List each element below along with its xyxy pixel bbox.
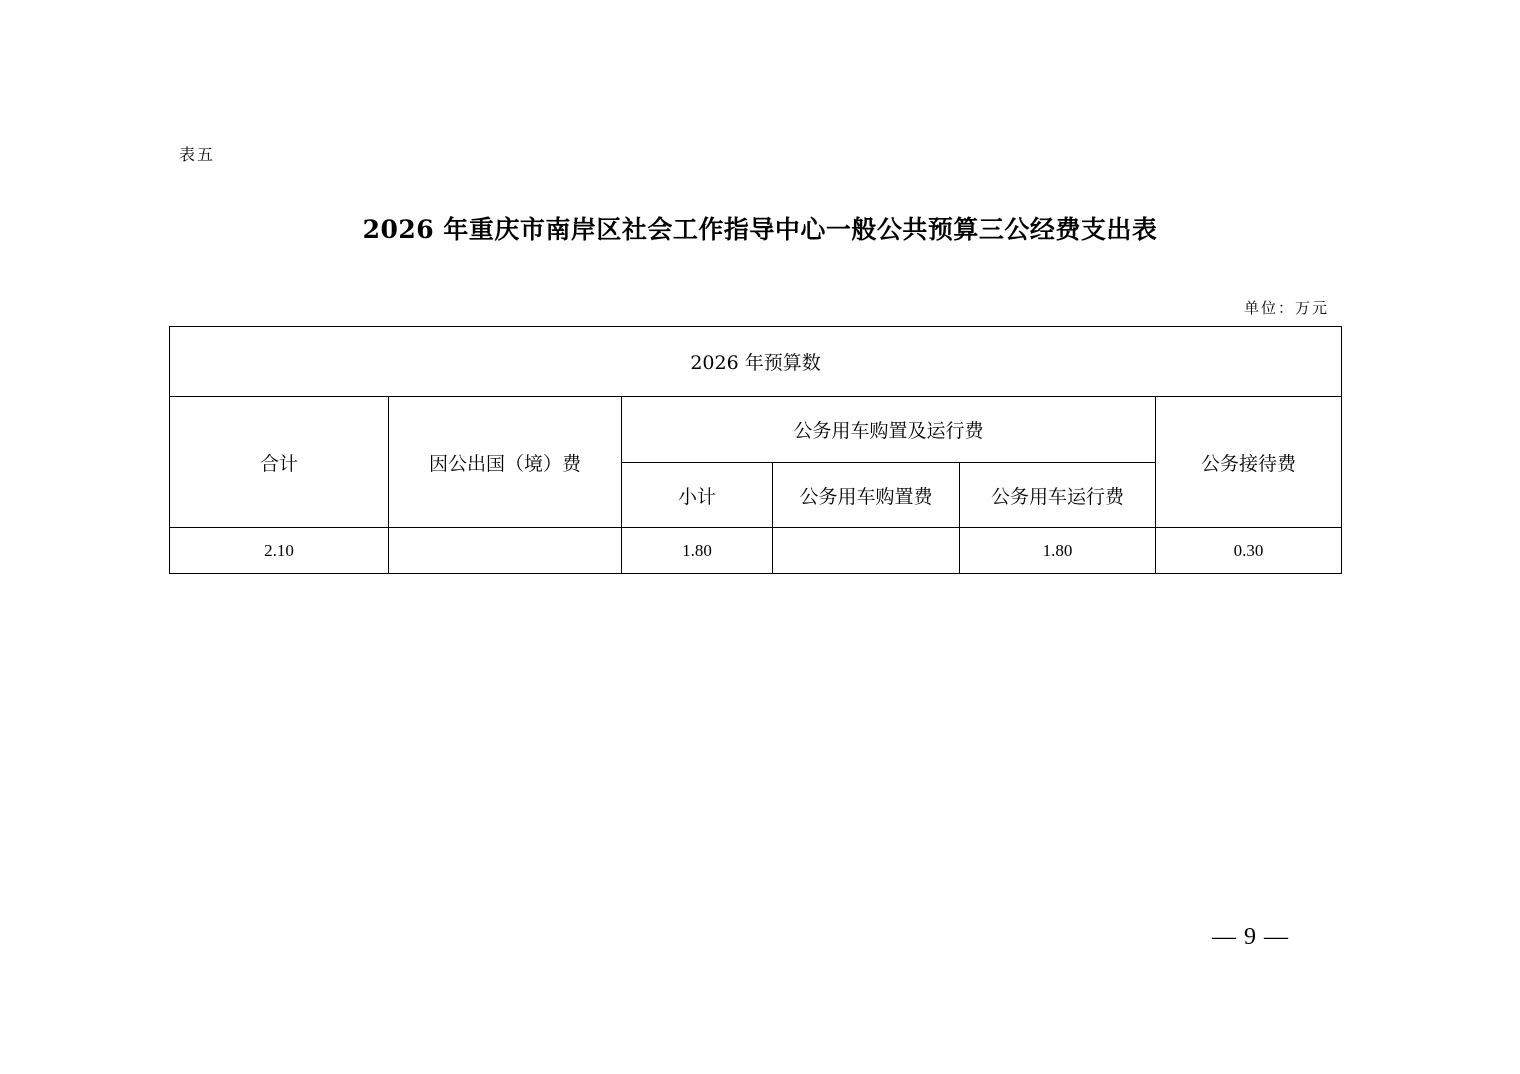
table-group-header-row <box>170 327 1342 397</box>
cell-vehicle-subtotal: 1.80 <box>622 528 773 574</box>
cell-overseas <box>389 528 622 574</box>
table-row <box>170 528 1342 574</box>
document-title: 2026 年重庆市南岸区社会工作指导中心一般公共预算三公经费支出表 <box>362 215 1158 244</box>
page-number: — 9 — <box>1212 924 1289 950</box>
cell-vehicle-purchase <box>773 528 960 574</box>
column-header-reception: 公务接待费 <box>1156 397 1342 528</box>
unit-label: 单位：万元 <box>1243 299 1329 317</box>
column-header-vehicle-operation: 公务用车运行费 <box>960 463 1156 528</box>
column-header-overseas: 因公出国（境）费 <box>389 397 622 528</box>
column-header-total: 合计 <box>170 397 389 528</box>
table-label: 表五 <box>179 145 216 164</box>
budget-table <box>169 326 1342 574</box>
cell-reception: 0.30 <box>1156 528 1342 574</box>
column-header-vehicle-subtotal: 小计 <box>622 463 773 528</box>
table-header-row <box>170 397 1342 463</box>
column-header-vehicle-purchase: 公务用车购置费 <box>773 463 960 528</box>
column-header-vehicle-group: 公务用车购置及运行费 <box>622 397 1156 463</box>
cell-total: 2.10 <box>170 528 389 574</box>
cell-vehicle-operation: 1.80 <box>960 528 1156 574</box>
budget-year-header: 2026 年预算数 <box>170 327 1342 397</box>
